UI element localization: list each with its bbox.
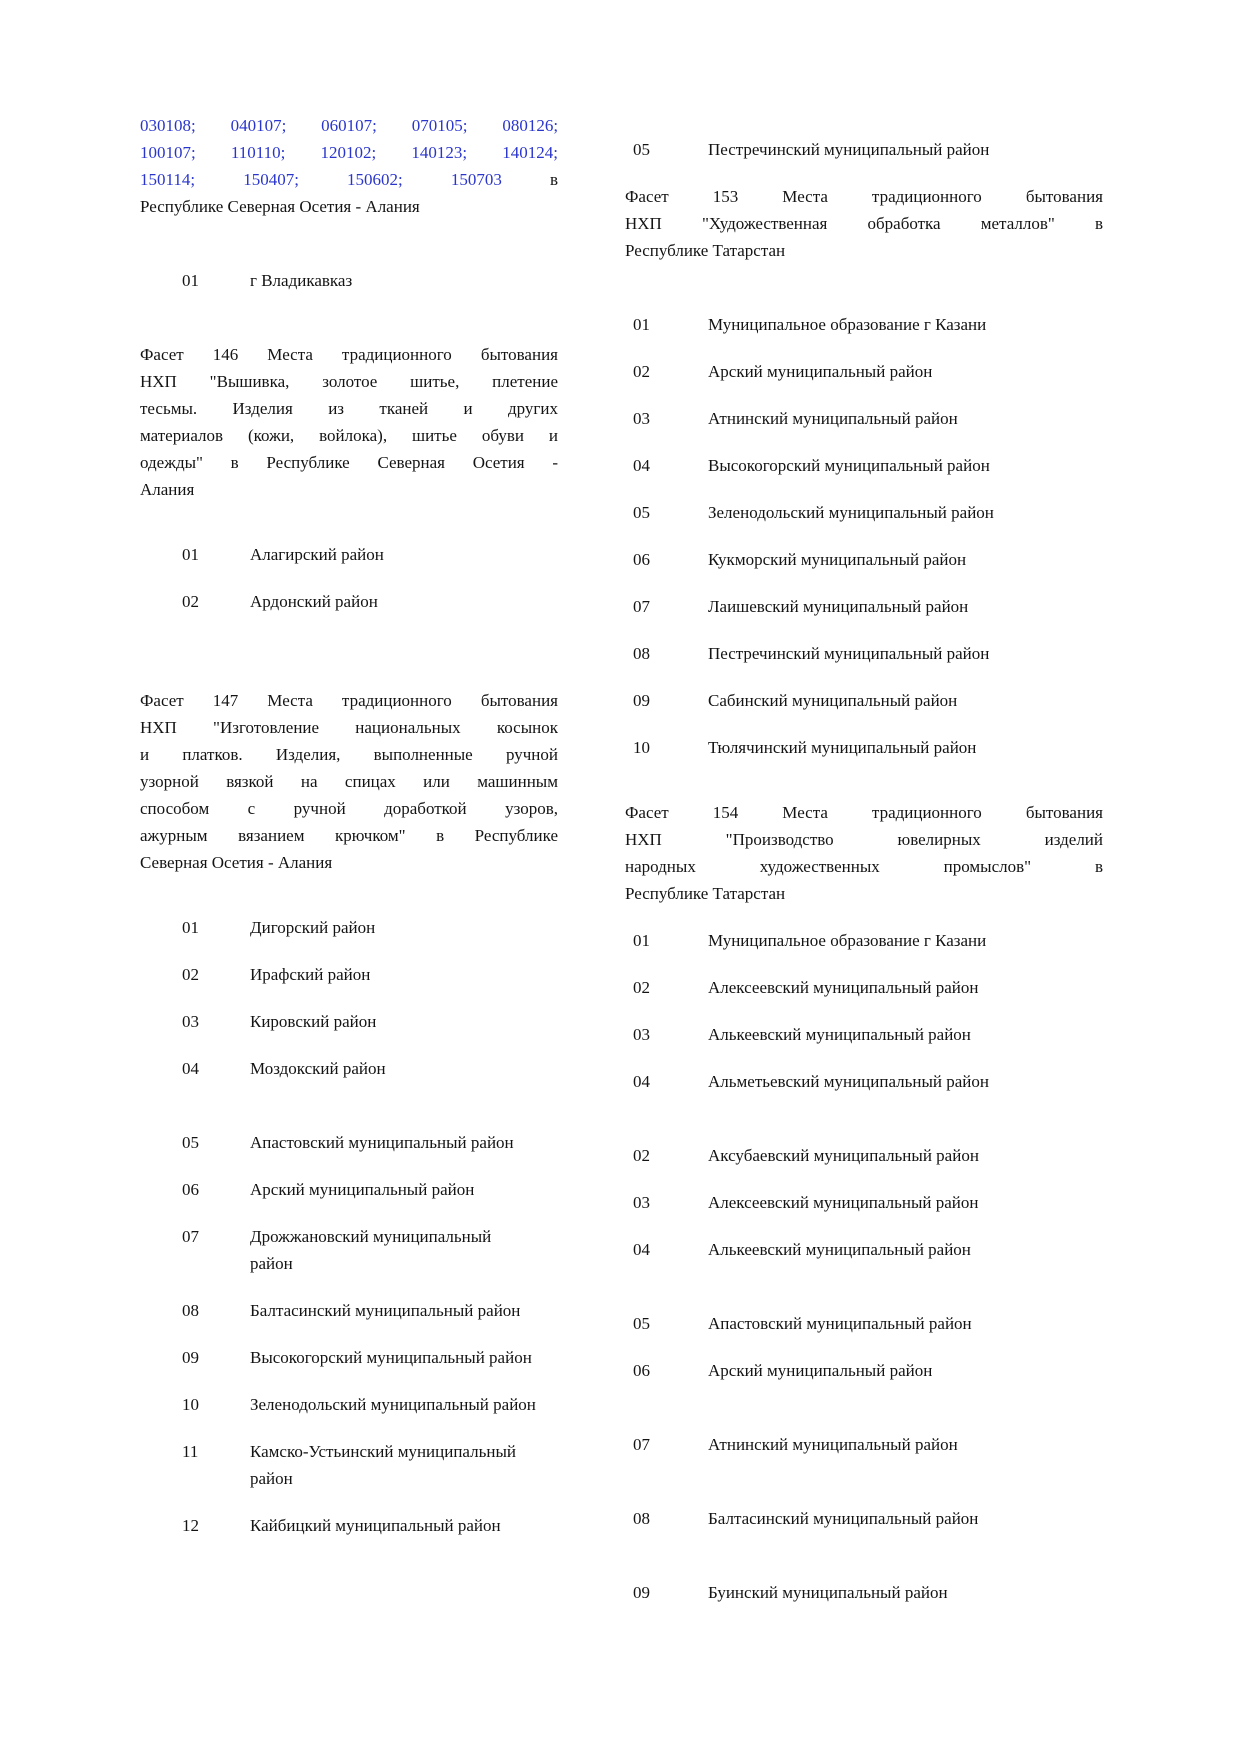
item-label: Зеленодольский муниципальный район (708, 503, 994, 522)
list-item (625, 546, 1103, 573)
item-label: Кайбицкий муниципальный район (250, 1516, 501, 1535)
item-label: Кировский район (250, 1012, 377, 1031)
item-code: 10 (182, 1395, 199, 1414)
item-code: 01 (182, 271, 199, 290)
list-item (625, 974, 1103, 1001)
list-item (140, 1129, 558, 1156)
list-item (625, 1142, 1103, 1169)
item-label: Атнинский муниципальный район (708, 1435, 958, 1454)
item-code: 10 (633, 738, 650, 757)
list-item (140, 961, 558, 988)
code-link[interactable]: 030108; (140, 116, 196, 135)
paragraph-text: в (550, 170, 559, 189)
item-code: 02 (182, 965, 199, 984)
item-code: 07 (182, 1227, 199, 1246)
item-label: Арский муниципальный район (708, 1361, 933, 1380)
list-item (625, 452, 1103, 479)
item-code: 08 (633, 644, 650, 663)
code-links-line (140, 166, 558, 193)
code-link[interactable]: 080126; (502, 116, 559, 135)
item-label: Алькеевский муниципальный район (708, 1025, 971, 1044)
code-link[interactable]: 150114; (140, 170, 196, 189)
item-label: Сабинский муниципальный район (708, 691, 958, 710)
item-label: Муниципальное образование г Казани (708, 931, 987, 950)
item-label: Дигорский район (250, 918, 376, 937)
facet-paragraph (625, 183, 1103, 264)
facet-paragraph (140, 687, 558, 876)
code-link[interactable]: 150602; (347, 170, 403, 189)
item-code: 02 (633, 978, 650, 997)
item-code: 02 (633, 362, 650, 381)
list-item (625, 687, 1103, 714)
item-code: 08 (182, 1301, 199, 1320)
item-label: Камско-Устьинский муниципальный район (250, 1442, 516, 1488)
paragraph-line: Фасет 153 Места традиционного бытования (625, 187, 1103, 206)
item-label: Альметьевский муниципальный район (708, 1072, 990, 1091)
paragraph-line: Северная Осетия - Алания (140, 853, 333, 872)
list-item (625, 1310, 1103, 1337)
item-code: 04 (633, 456, 650, 475)
list-item (140, 914, 558, 941)
item-label: Моздокский район (250, 1059, 386, 1078)
item-label: Тюлячинский муниципальный район (708, 738, 977, 757)
list-item (625, 1021, 1103, 1048)
list-item (140, 1297, 558, 1324)
list-item (625, 1579, 1103, 1606)
paragraph-line: Фасет 146 Места традиционного бытования (140, 345, 558, 364)
item-label: Муниципальное образование г Казани (708, 315, 987, 334)
item-label: Алькеевский муниципальный район (708, 1240, 971, 1259)
item-code: 06 (633, 1361, 650, 1380)
left-column (140, 0, 558, 1539)
item-code: 04 (633, 1072, 650, 1091)
item-code: 03 (633, 1025, 650, 1044)
item-label: Арский муниципальный район (708, 362, 933, 381)
paragraph-line: одежды" в Республике Северная Осетия - (140, 453, 558, 472)
list-item (625, 1236, 1103, 1263)
item-label: Балтасинский муниципальный район (708, 1509, 979, 1528)
paragraph-text: Республике Северная Осетия - Алания (140, 197, 420, 216)
code-links-paragraph (140, 112, 558, 220)
item-code: 01 (633, 931, 650, 950)
list-item (625, 311, 1103, 338)
paragraph-line: народных художественных промыслов" в (625, 857, 1103, 876)
list-item (625, 499, 1103, 526)
list-item (625, 358, 1103, 385)
item-label: Аксубаевский муниципальный район (708, 1146, 979, 1165)
item-code: 11 (182, 1442, 199, 1461)
item-code: 05 (633, 503, 650, 522)
code-link[interactable]: 100107; (140, 143, 196, 162)
item-label: Арский муниципальный район (250, 1180, 475, 1199)
item-code: 08 (633, 1509, 650, 1528)
item-code: 03 (633, 1193, 650, 1212)
list-item (140, 1055, 558, 1082)
list-item (140, 588, 558, 615)
code-link[interactable]: 140124; (502, 143, 559, 162)
item-code: 05 (182, 1133, 199, 1152)
list-item (625, 640, 1103, 667)
item-code: 01 (633, 315, 650, 334)
paragraph-line: НХП "Художественная обработка металлов" в (625, 214, 1103, 233)
list-item (625, 927, 1103, 954)
item-label: Апастовский муниципальный район (250, 1133, 514, 1152)
paragraph-line: НХП "Изготовление национальных косынок (140, 718, 558, 737)
item-label: Балтасинский муниципальный район (250, 1301, 521, 1320)
list-item (625, 734, 1103, 761)
item-label: г Владикавказ (250, 271, 353, 290)
code-link[interactable]: 110110; (230, 143, 286, 162)
list-item (625, 593, 1103, 620)
item-label: Буинский муниципальный район (708, 1583, 948, 1602)
item-label: Алагирский район (250, 545, 384, 564)
item-code: 07 (633, 1435, 650, 1454)
code-link[interactable]: 060107; (321, 116, 377, 135)
code-link[interactable]: 040107; (230, 116, 287, 135)
item-code: 04 (182, 1059, 199, 1078)
item-label: Ардонский район (250, 592, 378, 611)
paragraph-line: способом с ручной доработкой узоров, (140, 799, 558, 818)
code-links-line (140, 112, 558, 139)
item-code: 06 (633, 550, 650, 569)
item-code: 04 (633, 1240, 650, 1259)
code-link[interactable]: 140123; (411, 143, 468, 162)
item-code: 02 (182, 592, 199, 611)
list-item (140, 1512, 558, 1539)
item-label: Зеленодольский муниципальный район (250, 1395, 536, 1414)
paragraph-line: НХП "Производство ювелирных изделий (625, 830, 1103, 849)
item-label: Пестречинский муниципальный район (708, 644, 990, 663)
paragraph-line: тесьмы. Изделия из тканей и других (140, 399, 558, 418)
item-label: Ирафский район (250, 965, 371, 984)
list-item (140, 1391, 558, 1418)
list-item (140, 1008, 558, 1035)
item-label: Алексеевский муниципальный район (708, 978, 979, 997)
code-link[interactable]: 150703 (450, 170, 502, 189)
paragraph-line: Республике Татарстан (625, 884, 786, 903)
code-link[interactable]: 150407; (243, 170, 299, 189)
list-item (625, 1431, 1103, 1458)
item-code: 03 (182, 1012, 199, 1031)
code-links-line (140, 193, 558, 220)
item-code: 02 (633, 1146, 650, 1165)
list-item (140, 1176, 558, 1203)
paragraph-line: Республике Татарстан (625, 241, 786, 260)
item-code: 01 (182, 545, 199, 564)
item-label: Алексеевский муниципальный район (708, 1193, 979, 1212)
paragraph-line: узорной вязкой на спицах или машинным (140, 772, 558, 791)
item-label: Пестречинский муниципальный район (708, 140, 990, 159)
code-link[interactable]: 120102; (320, 143, 377, 162)
item-label: Дрожжановский муниципальный район (250, 1227, 492, 1273)
item-code: 09 (182, 1348, 199, 1367)
item-label: Высокогорский муниципальный район (250, 1348, 532, 1367)
item-code: 05 (633, 1314, 650, 1333)
list-item (625, 1068, 1103, 1095)
paragraph-line: и платков. Изделия, выполненные ручной (140, 745, 558, 764)
list-item (140, 267, 558, 294)
item-code: 06 (182, 1180, 199, 1199)
list-item (140, 1344, 558, 1371)
item-code: 05 (633, 140, 650, 159)
paragraph-line: Фасет 154 Места традиционного бытования (625, 803, 1103, 822)
list-item (140, 1438, 558, 1492)
item-code: 12 (182, 1516, 199, 1535)
item-code: 01 (182, 918, 199, 937)
paragraph-line: материалов (кожи, войлока), шитье обуви и (140, 426, 558, 445)
paragraph-line: Алания (140, 480, 195, 499)
list-item (625, 1189, 1103, 1216)
item-code: 09 (633, 1583, 650, 1602)
list-item (625, 136, 1103, 163)
code-links-line (140, 139, 558, 166)
paragraph-line: Фасет 147 Места традиционного бытования (140, 691, 558, 710)
list-item (140, 1223, 558, 1277)
list-item (140, 541, 558, 568)
paragraph-line: ажурным вязанием крючком" в Республике (140, 826, 558, 845)
item-label: Кукморский муниципальный район (708, 550, 967, 569)
list-item (625, 1505, 1103, 1532)
code-link[interactable]: 070105; (411, 116, 468, 135)
list-item (625, 405, 1103, 432)
item-label: Высокогорский муниципальный район (708, 456, 990, 475)
item-code: 03 (633, 409, 650, 428)
facet-paragraph (140, 341, 558, 503)
item-code: 07 (633, 597, 650, 616)
item-label: Атнинский муниципальный район (708, 409, 958, 428)
list-item (625, 1357, 1103, 1384)
paragraph-line: НХП "Вышивка, золотое шитье, плетение (140, 372, 558, 391)
right-column (625, 0, 1103, 1606)
facet-paragraph (625, 799, 1103, 907)
item-label: Лаишевский муниципальный район (708, 597, 969, 616)
item-label: Апастовский муниципальный район (708, 1314, 972, 1333)
item-code: 09 (633, 691, 650, 710)
